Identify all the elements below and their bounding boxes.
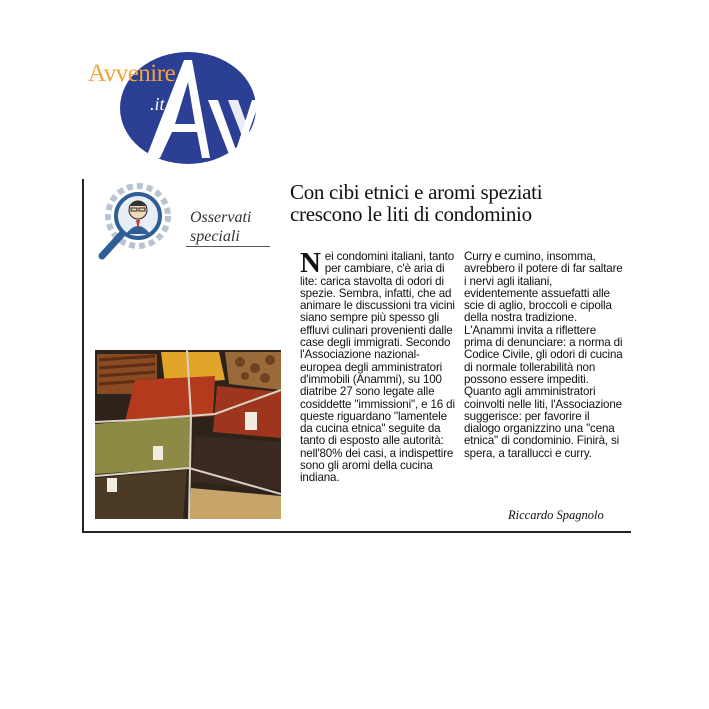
magnifier-caricature-icon (92, 182, 188, 262)
column-title-line2: speciali (190, 228, 240, 245)
column-badge (92, 182, 282, 262)
spices-illustration-icon (95, 350, 281, 519)
column-title (190, 208, 251, 246)
byline: Riccardo Spagnolo (508, 508, 604, 522)
article-text-col1: ei condomini italiani, tanto per cambiare, c'è aria di lite: carica stavolta di odori di spezie. Sembra, infatti, che ad animare le discussioni tra vicini siano sempre più spesso gli effluvi culinari provenienti dalle case degli immigrati. Secondo l'Associazione nazional-europea degli amministratori d'immobili (Anammi), su 100 diatribe 27 sono legate alle cosiddette "immissioni", e 16 di queste riguardano "lamentele da cucina etnica" seguite da tanto di esposto alle autorità: nell'80% dei casi, a indispettire sono gli aromi della cucina indiana. (300, 250, 455, 485)
logo-wordmark: Avvenire (88, 60, 176, 87)
spice-market-photo (95, 350, 281, 519)
article-column-2 (464, 251, 624, 460)
headline (290, 181, 620, 225)
logo-suffix: .it (150, 94, 165, 114)
column-title-rule (186, 246, 270, 247)
headline-line2: crescono le liti di condominio (290, 202, 532, 226)
dropcap: N (300, 247, 321, 279)
article-column-1 (300, 247, 458, 485)
avvenire-logo (88, 50, 268, 168)
article-text-col2: Curry e cumino, insomma, avrebbero il potere di far saltare i nervi agli italiani, evidentemente assuefatti alle scie di aglio, broccoli e cipolla della nostra tradizione. L'Anammi invita a riflettere prima di denunciare: a norma di Codice Civile, gli odori di cucina di normale tollerabilità non possono essere impediti. Quanto agli amministratori coinvolti nelle liti, l'Associazione suggerisce: per favorire il dialogo organizzino una "cena etnica" di condominio. Finirà, si spera, a tarallucci e curry. (464, 250, 623, 460)
column-title-line1: Osservati (190, 209, 252, 226)
headline-line1: Con cibi etnici e aromi speziati (290, 180, 543, 204)
